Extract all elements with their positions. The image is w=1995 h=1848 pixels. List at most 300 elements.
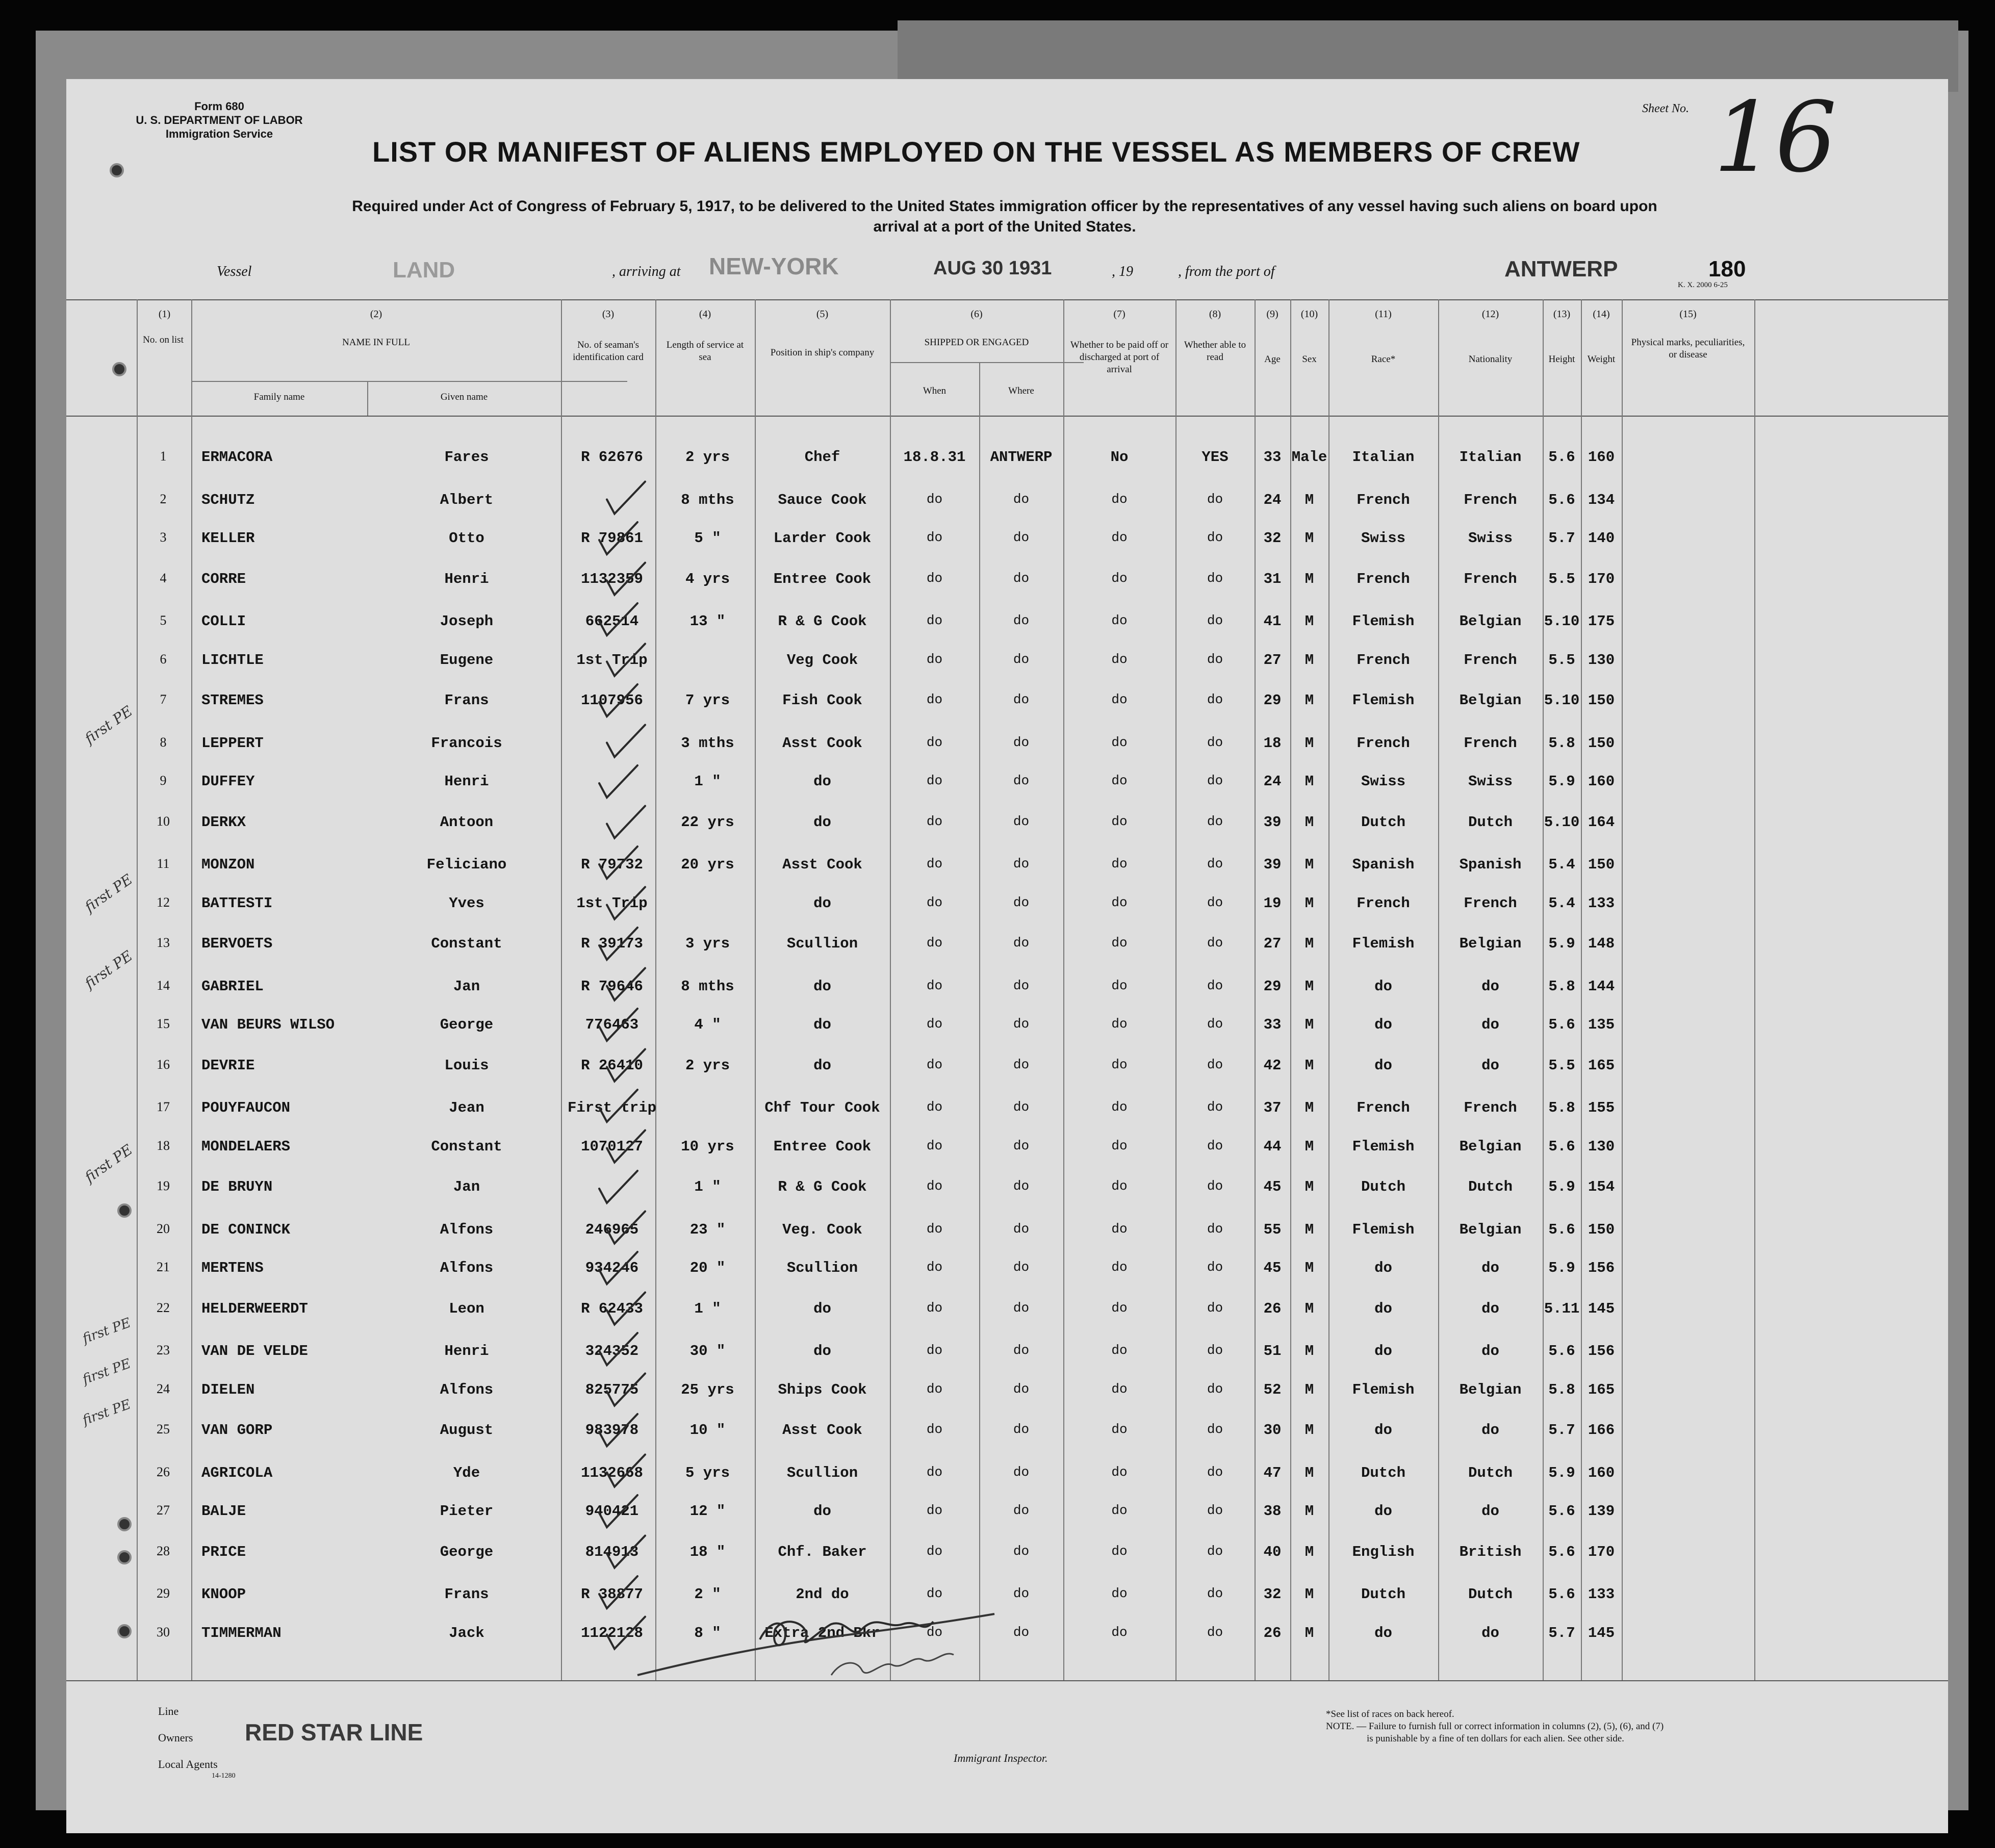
shipped-when: do (926, 651, 943, 667)
check-mark (599, 1090, 637, 1122)
able-to-read: do (1207, 1464, 1223, 1480)
race: Dutch (1361, 813, 1405, 831)
family-name: ERMACORA (201, 449, 273, 466)
able-to-read: do (1207, 530, 1223, 545)
paid-off: do (1111, 613, 1128, 628)
shipped-when: do (926, 935, 943, 951)
paid-off: do (1111, 1178, 1128, 1194)
shipped-when: do (926, 773, 943, 788)
family-name: DE BRUYN (201, 1178, 273, 1195)
shipped-when: do (926, 1624, 943, 1640)
col-head-age: Age (1264, 354, 1281, 365)
year-label: , 19 (1112, 264, 1133, 279)
shipped-when: do (926, 1138, 943, 1153)
race: Flemish (1352, 1381, 1415, 1398)
able-to-read: do (1207, 1099, 1223, 1115)
weight: 130 (1588, 651, 1615, 669)
position: R & G Cook (778, 613, 867, 630)
check-mark (607, 482, 645, 514)
family-name: BALJE (201, 1503, 246, 1520)
col-number-15: (15) (1679, 309, 1697, 320)
id-card: 324352 (585, 1343, 639, 1359)
paid-off: do (1111, 1543, 1128, 1559)
age: 44 (1263, 1138, 1282, 1155)
shipped-where: do (1013, 1543, 1030, 1559)
id-card: 940421 (585, 1503, 639, 1520)
family-name: VAN BEURS WILSO (201, 1016, 335, 1033)
arriving-label: , arriving at (612, 264, 681, 279)
race: Italian (1352, 449, 1415, 466)
nationality: Belgian (1459, 935, 1522, 952)
service-length: 10 " (689, 1422, 726, 1439)
check-mark (607, 1536, 645, 1568)
date-stamp: AUG 30 1931 (933, 258, 1052, 279)
sex: M (1305, 1016, 1314, 1033)
col-head-race: Race* (1371, 354, 1396, 365)
race: do (1374, 1016, 1392, 1033)
height: 5.7 (1548, 1624, 1575, 1641)
shipped-when: do (926, 1422, 943, 1437)
shipped-where: do (1013, 1624, 1030, 1640)
height: 5.11 (1544, 1300, 1580, 1317)
able-to-read: do (1207, 935, 1223, 951)
id-card: 776463 (585, 1016, 639, 1033)
paid-off: do (1111, 1381, 1128, 1397)
race: Swiss (1361, 773, 1405, 790)
position: Ships Cook (778, 1381, 867, 1398)
position: do (813, 773, 831, 790)
height: 5.6 (1548, 1138, 1575, 1155)
row-number: 5 (160, 613, 167, 628)
row-number: 16 (157, 1057, 170, 1072)
shipped-where: do (1013, 935, 1030, 951)
nationality: Belgian (1459, 1221, 1522, 1238)
able-to-read: do (1207, 1422, 1223, 1437)
given-name: Yves (449, 894, 484, 912)
shipped-when: do (926, 1586, 943, 1601)
position: Sauce Cook (778, 491, 867, 508)
sex: M (1305, 1624, 1314, 1641)
height: 5.10 (1544, 692, 1580, 709)
given-name: Jan (453, 1178, 480, 1195)
shipped-when: do (926, 734, 943, 750)
able-to-read: do (1207, 1138, 1223, 1153)
family-name: BATTESTI (201, 894, 273, 912)
paid-off: do (1111, 1138, 1128, 1153)
height: 5.6 (1548, 1016, 1575, 1033)
height: 5.6 (1548, 1503, 1575, 1520)
sex: M (1305, 1464, 1314, 1481)
given-name: Alfons (440, 1221, 494, 1238)
paid-off: do (1111, 1503, 1128, 1518)
shipped-where: do (1013, 491, 1030, 507)
check-mark (607, 887, 645, 919)
row-number: 7 (160, 692, 167, 707)
check-mark (607, 968, 645, 1000)
position: do (813, 813, 831, 831)
age: 51 (1263, 1343, 1282, 1359)
given-name: Constant (431, 1138, 502, 1155)
sex: M (1305, 1260, 1314, 1276)
check-mark (599, 603, 637, 635)
shipped-when: do (926, 1178, 943, 1194)
service-length: 2 yrs (685, 449, 730, 466)
penalty-note-2: is punishable by a fine of ten dollars for each alien. See other side. (1367, 1733, 1624, 1744)
check-mark (599, 1009, 637, 1041)
department: U. S. DEPARTMENT OF LABOR (136, 114, 303, 126)
row-number: 18 (157, 1138, 170, 1153)
paid-off: do (1111, 856, 1128, 871)
local-agents-label: Local Agents (158, 1758, 218, 1770)
family-name: COLLI (201, 613, 246, 630)
nationality: Dutch (1468, 1586, 1513, 1603)
given-name: George (440, 1543, 494, 1560)
col-head-id-card: No. of seaman's identification card (573, 340, 644, 363)
sheet-number: 16 (1713, 81, 1837, 194)
paid-off: do (1111, 570, 1128, 586)
able-to-read: do (1207, 978, 1223, 993)
col-head-family-name: Family name (253, 392, 305, 402)
weight: 175 (1588, 613, 1615, 630)
race: do (1374, 1057, 1392, 1074)
col-number-13: (13) (1553, 309, 1571, 320)
shipped-where: ANTWERP (990, 449, 1053, 466)
check-mark (599, 846, 637, 879)
height: 5.9 (1548, 1464, 1575, 1481)
sex: M (1305, 530, 1314, 547)
family-name: BERVOETS (201, 935, 273, 952)
sex: M (1305, 978, 1314, 995)
family-name: LEPPERT (201, 734, 264, 752)
sex: M (1305, 1057, 1314, 1074)
age: 45 (1263, 1178, 1282, 1195)
shipped-where: do (1013, 1464, 1030, 1480)
nationality: French (1464, 491, 1517, 508)
given-name: Jean (449, 1099, 484, 1116)
nationality: do (1481, 1057, 1499, 1074)
paid-off: do (1111, 1016, 1128, 1032)
col-number-10: (10) (1300, 309, 1318, 320)
row-number: 30 (157, 1624, 170, 1639)
weight: 150 (1588, 1221, 1615, 1238)
row-number: 17 (157, 1099, 170, 1114)
nationality: Dutch (1468, 1178, 1513, 1195)
given-name: Albert (440, 491, 494, 508)
paid-off: do (1111, 1586, 1128, 1601)
given-name: Joseph (440, 613, 494, 630)
shipped-where: do (1013, 894, 1030, 910)
able-to-read: do (1207, 773, 1223, 788)
age: 32 (1263, 530, 1282, 547)
service-length: 8 " (694, 1624, 721, 1641)
service-length: 2 " (694, 1586, 721, 1603)
height: 5.5 (1548, 651, 1575, 669)
shipped-where: do (1013, 1099, 1030, 1115)
shipped-when: do (926, 1057, 943, 1072)
position: Scullion (786, 1464, 858, 1481)
col-number-1: (1) (158, 309, 171, 320)
service-length: 1 " (694, 773, 721, 790)
col-head-shipped-engaged: SHIPPED OR ENGAGED (924, 337, 1029, 348)
height: 5.9 (1548, 1260, 1575, 1276)
service-length: 12 " (689, 1503, 726, 1520)
position: R & G Cook (778, 1178, 867, 1195)
position: Chf Tour Cook (764, 1099, 880, 1116)
paid-off: do (1111, 692, 1128, 707)
nationality: Belgian (1459, 692, 1522, 709)
position: Scullion (786, 935, 858, 952)
sex: Male (1291, 449, 1327, 466)
service-length: 3 yrs (685, 935, 730, 952)
id-card: R 79732 (581, 856, 643, 873)
age: 26 (1263, 1300, 1282, 1317)
nationality: do (1481, 1624, 1499, 1641)
from-port: ANTWERP (1504, 256, 1618, 281)
shipped-when: do (926, 1381, 943, 1397)
paid-off: do (1111, 813, 1128, 829)
age: 42 (1263, 1057, 1282, 1074)
punch-hole (117, 1203, 132, 1218)
family-name: SCHUTZ (201, 491, 255, 508)
shipped-where: do (1013, 856, 1030, 871)
height: 5.6 (1548, 1221, 1575, 1238)
position: do (813, 894, 831, 912)
nationality: Belgian (1459, 1138, 1522, 1155)
id-card: First trip (567, 1099, 657, 1116)
nationality: do (1481, 1300, 1499, 1317)
weight: 154 (1588, 1178, 1615, 1195)
height: 5.10 (1544, 813, 1580, 831)
penalty-note-1: NOTE. — Failure to furnish full or correct information in columns (2), (5), (6), and (7) (1326, 1721, 1664, 1732)
check-mark (599, 522, 637, 554)
weight: 150 (1588, 734, 1615, 752)
service-length: 22 yrs (681, 813, 734, 831)
shipped-when: do (926, 570, 943, 586)
sex: M (1305, 613, 1314, 630)
shipped-where: do (1013, 651, 1030, 667)
id-card: 1132359 (581, 570, 643, 587)
paid-off: do (1111, 1221, 1128, 1237)
given-name: Yde (453, 1464, 480, 1481)
able-to-read: do (1207, 1057, 1223, 1072)
shipped-where: do (1013, 1260, 1030, 1275)
service-length: 8 mths (681, 978, 734, 995)
age: 41 (1263, 613, 1282, 630)
position: do (813, 978, 831, 995)
race: Dutch (1361, 1586, 1405, 1603)
height: 5.4 (1548, 894, 1575, 912)
sex: M (1305, 1099, 1314, 1116)
given-name: Alfons (440, 1260, 494, 1276)
position: Scullion (786, 1260, 858, 1276)
weight: 140 (1588, 530, 1615, 547)
col-head-sex: Sex (1302, 354, 1317, 365)
row-number: 1 (160, 449, 167, 464)
weight: 165 (1588, 1381, 1615, 1398)
check-mark (607, 1131, 645, 1163)
inspector-signature (617, 1599, 1005, 1696)
shipped-where: do (1013, 978, 1030, 993)
family-name: CORRE (201, 570, 246, 587)
age: 24 (1263, 491, 1282, 508)
col-head-no-on-list: No. on list (143, 335, 184, 345)
local-agents-code: 14-1280 (212, 1772, 236, 1780)
id-card: R 39173 (581, 935, 643, 952)
paid-off: do (1111, 1464, 1128, 1480)
check-mark (599, 928, 637, 960)
check-marks (66, 79, 1948, 1833)
nationality: British (1459, 1543, 1522, 1560)
given-name: Francois (431, 734, 502, 752)
service-length: 23 " (689, 1221, 726, 1238)
height: 5.9 (1548, 773, 1575, 790)
weight: 145 (1588, 1300, 1615, 1317)
able-to-read: do (1207, 1221, 1223, 1237)
row-number: 22 (157, 1300, 170, 1315)
able-to-read: do (1207, 1343, 1223, 1358)
able-to-read: do (1207, 1381, 1223, 1397)
age: 24 (1263, 773, 1282, 790)
row-number: 23 (157, 1343, 170, 1357)
height: 5.10 (1544, 613, 1580, 630)
owners-label: Owners (158, 1731, 193, 1744)
nationality: Belgian (1459, 613, 1522, 630)
able-to-read: do (1207, 491, 1223, 507)
margin-note: first PE (80, 1397, 133, 1428)
service-length: 5 " (694, 530, 721, 547)
paid-off: do (1111, 491, 1128, 507)
race: do (1374, 1343, 1392, 1359)
margin-note: first PE (82, 870, 136, 916)
col-head-physical: Physical marks, peculiarities, or disease (1631, 337, 1745, 360)
age: 29 (1263, 978, 1282, 995)
col-number-5: (5) (816, 309, 829, 320)
age: 19 (1263, 894, 1282, 912)
check-mark (599, 1171, 637, 1203)
family-name: VAN DE VELDE (201, 1343, 308, 1359)
shipped-when: do (926, 894, 943, 910)
service-length: 1 " (694, 1300, 721, 1317)
family-name: DEVRIE (201, 1057, 255, 1074)
family-name: POUYFAUCON (201, 1099, 291, 1116)
shipped-when: do (926, 1016, 943, 1032)
arriving-port: NEW-YORK (709, 253, 839, 279)
margin-note: first PE (82, 947, 136, 992)
weight: 150 (1588, 692, 1615, 709)
given-name: Pieter (440, 1503, 494, 1520)
race: English (1352, 1543, 1415, 1560)
id-card: 825775 (585, 1381, 639, 1398)
weight: 160 (1588, 773, 1615, 790)
paid-off: No (1110, 449, 1129, 466)
punch-hole (110, 163, 124, 177)
paid-off: do (1111, 978, 1128, 993)
row-number: 19 (157, 1178, 170, 1193)
weight: 148 (1588, 935, 1615, 952)
line-label: Line (158, 1705, 179, 1717)
sex: M (1305, 692, 1314, 709)
shipped-when: 18.8.31 (903, 449, 966, 466)
shipped-where: do (1013, 813, 1030, 829)
service-length: 2 yrs (685, 1057, 730, 1074)
position: Extra 2nd Bkr (764, 1624, 880, 1641)
given-name: Jack (449, 1624, 484, 1641)
nationality: Italian (1459, 449, 1522, 466)
age: 33 (1263, 1016, 1282, 1033)
check-mark (599, 1333, 637, 1365)
check-mark (607, 563, 645, 595)
able-to-read: do (1207, 1260, 1223, 1275)
shipped-where: do (1013, 692, 1030, 707)
given-name: Henri (444, 773, 489, 790)
punch-hole (112, 362, 126, 376)
weight: 133 (1588, 1586, 1615, 1603)
id-card: 1122128 (581, 1624, 643, 1641)
service-length: 13 " (689, 613, 726, 630)
weight: 170 (1588, 570, 1615, 587)
position: Entree Cook (773, 570, 872, 587)
height: 5.5 (1548, 1057, 1575, 1074)
row-number: 9 (160, 773, 167, 788)
row-number: 3 (160, 530, 167, 545)
position: do (813, 1057, 831, 1074)
position: Veg Cook (786, 651, 858, 669)
id-card: R 62676 (581, 449, 643, 466)
age: 45 (1263, 1260, 1282, 1276)
row-number: 4 (160, 570, 167, 585)
col-head-name-in-full: NAME IN FULL (342, 337, 410, 348)
row-number: 26 (157, 1464, 170, 1479)
shipped-when: do (926, 978, 943, 993)
nationality: Spanish (1459, 856, 1522, 873)
id-card: 246965 (585, 1221, 639, 1238)
punch-hole (117, 1624, 132, 1638)
shipped-when: do (926, 530, 943, 545)
family-name: HELDERWEERDT (201, 1300, 308, 1317)
service-length: 30 " (689, 1343, 726, 1359)
row-number: 27 (157, 1503, 170, 1518)
height: 5.6 (1548, 1586, 1575, 1603)
sex: M (1305, 935, 1314, 952)
row-number: 2 (160, 491, 167, 506)
sex: M (1305, 894, 1314, 912)
race: Dutch (1361, 1464, 1405, 1481)
col-head-given-name: Given name (440, 392, 488, 402)
weight: 144 (1588, 978, 1615, 995)
id-card: R 26410 (581, 1057, 643, 1074)
paid-off: do (1111, 530, 1128, 545)
position: Entree Cook (773, 1138, 872, 1155)
given-name: Henri (444, 570, 489, 587)
position: 2nd do (796, 1586, 849, 1603)
col-head-able-read: Whether able to read (1184, 340, 1246, 363)
service-length: 4 " (694, 1016, 721, 1033)
able-to-read: do (1207, 1016, 1223, 1032)
shipped-where: do (1013, 613, 1030, 628)
age: 38 (1263, 1503, 1282, 1520)
col-number-2: (2) (370, 309, 382, 320)
able-to-read: do (1207, 1543, 1223, 1559)
nationality: do (1481, 1503, 1499, 1520)
nationality: do (1481, 1016, 1499, 1033)
sex: M (1305, 773, 1314, 790)
paid-off: do (1111, 1099, 1128, 1115)
family-name: STREMES (201, 692, 264, 709)
position: Asst Cook (782, 1422, 862, 1439)
paid-off: do (1111, 1343, 1128, 1358)
nationality: do (1481, 978, 1499, 995)
row-number: 11 (157, 856, 170, 871)
